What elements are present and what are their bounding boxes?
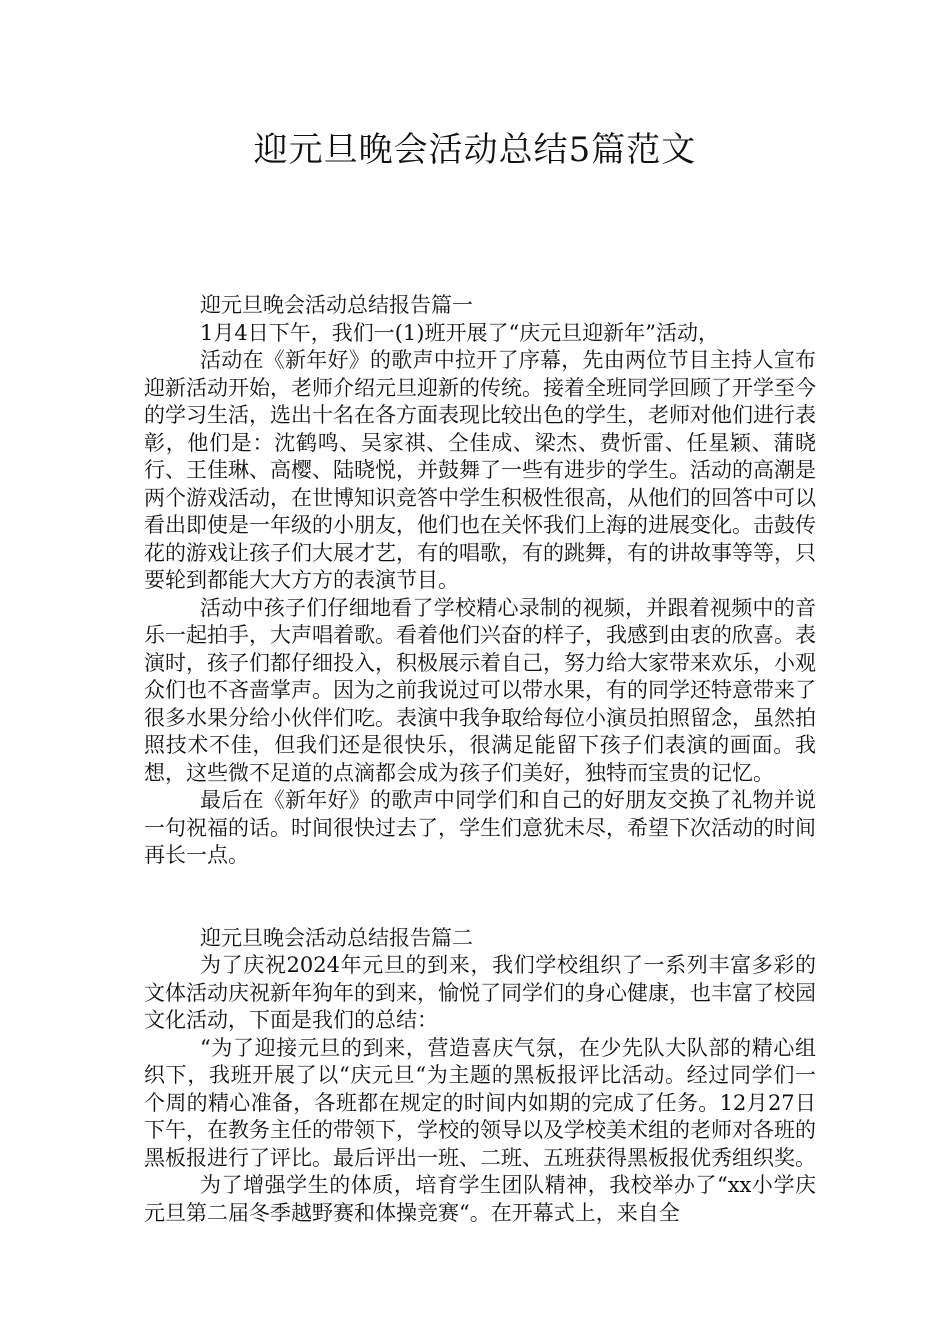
paragraph: 活动在《新年好》的歌声中拉开了序幕，先由两位节目主持人宣布迎新活动开始，老师介绍元旦迎新的传统。接着全班同学回顾了开学至今的学习生活，选出十名在各方面表现比较出色的学生，老师对他们进行表彰，他们是：沈鹤鸣、吴家祺、仝佳成、梁杰、费忻雷、任星颖、蒲晓行、王佳琳、高樱、陆晓悦，并鼓舞了一些有进步的学生。活动的高潮是两个游戏活动，在世博知识竞答中学生积极性很高，从他们的回答中可以看出即使是一年级的小朋友，他们也在关怀我们上海的进展变化。击鼓传花的游戏让孩子们大展才艺，有的唱歌，有的跳舞，有的讲故事等等，只要轮到都能大大方方的表演节目。 xyxy=(144,348,816,592)
document-title: 迎元旦晚会活动总结5篇范文 xyxy=(253,130,697,170)
paragraph: 为了庆祝2024年元旦的到来，我们学校组织了一系列丰富多彩的文体活动庆祝新年狗年的到来，愉悦了同学们的身心健康，也丰富了校园文化活动，下面是我们的总结： xyxy=(144,953,816,1032)
section-heading: 迎元旦晚会活动总结报告篇二 xyxy=(200,925,473,950)
section-one xyxy=(144,292,816,870)
paragraph: 最后在《新年好》的歌声中同学们和自己的好朋友交换了礼物并说一句祝福的话。时间很快过去了，学生们意犹未尽，希望下次活动的时间再长一点。 xyxy=(144,788,816,867)
document-body xyxy=(144,292,816,1227)
paragraph: 1月4日下午，我们一(1)班开展了“庆元旦迎新年”活动， xyxy=(200,320,719,345)
paragraph: 为了增强学生的体质，培育学生团队精神，我校举办了“xx小学庆元旦第二届冬季越野赛和体操竞赛“。在开幕式上，来自全 xyxy=(144,1173,816,1225)
section-heading: 迎元旦晚会活动总结报告篇一 xyxy=(200,293,473,317)
section-two xyxy=(144,925,816,1228)
paragraph: 活动中孩子们仔细地看了学校精心录制的视频，并跟着视频中的音乐一起拍手，大声唱着歌。看着他们兴奋的样子，我感到由衷的欣喜。表演时，孩子们都仔细投入，积极展示着自己，努力给大家带来欢乐，小观众们也不吝啬掌声。因为之前我说过可以带水果，有的同学还特意带来了很多水果分给小伙伴们吃。表演中我争取给每位小演员拍照留念，虽然拍照技术不佳，但我们还是很快乐，很满足能留下孩子们表演的画面。我想，这些微不足道的点滴都会成为孩子们美好，独特而宝贵的记忆。 xyxy=(144,595,816,785)
section-spacer xyxy=(144,870,816,925)
paragraph: “为了迎接元旦的到来，营造喜庆气氛，在少先队大队部的精心组织下，我班开展了以“庆元旦“为主题的黑板报评比活动。经过同学们一个周的精心准备，各班都在规定的时间内如期的完成了任务。12月27日下午，在教务主任的带领下，学校的领导以及学校美术组的老师对各班的黑板报进行了评比。最后评出一班、二班、五班获得黑板报优秀组织奖。 xyxy=(144,1035,816,1170)
